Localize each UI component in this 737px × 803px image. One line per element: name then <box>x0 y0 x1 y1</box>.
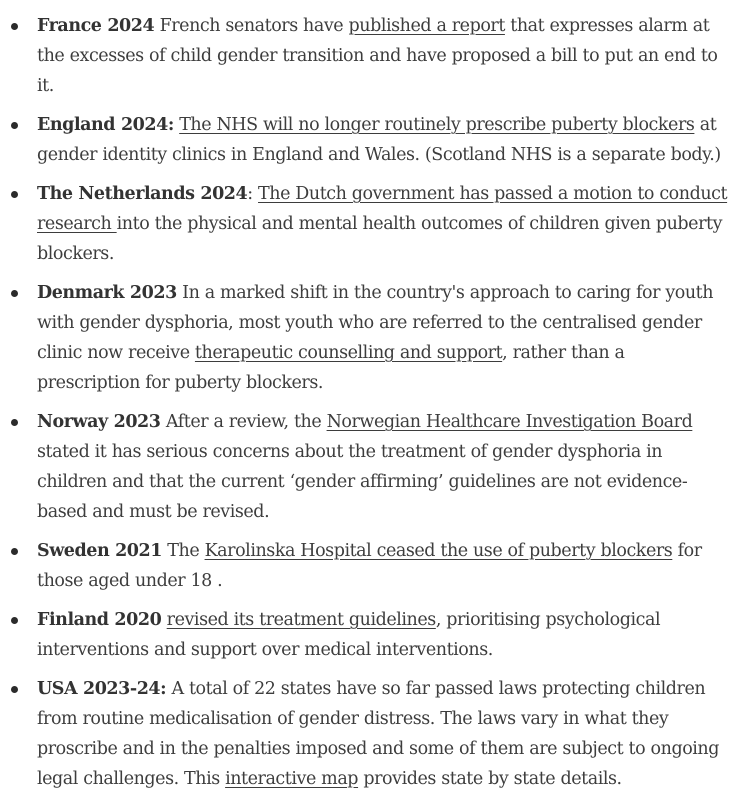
item-text: In a marked shift in the country's approach to caring for youth with gender dysphoria, most youth who are referred to the centralised gender clinic now receive <box>37 283 714 363</box>
bullet-icon <box>11 548 18 555</box>
list-item-finland <box>0 605 737 665</box>
item-heading: Finland 2020 <box>37 610 162 630</box>
item-text: at gender identity clinics in England and Wales. (Scotland NHS is a separate body.) <box>37 115 721 165</box>
item-text: : <box>247 184 259 204</box>
item-link[interactable]: published a report <box>348 16 505 36</box>
item-text: A total of 22 states have so far passed laws protecting children from routine medicalisation of gender distress. The laws vary in what they proscribe and in the penalties imposed and some of them are subject to ongoing legal challenges. This <box>37 679 720 789</box>
item-heading: Denmark 2023 <box>37 283 177 303</box>
item-link[interactable]: The NHS will no longer routinely prescribe puberty blockers <box>179 115 695 135</box>
item-heading: Norway 2023 <box>37 412 161 432</box>
item-text: After a review, the <box>160 412 327 432</box>
item-text: stated it has serious concerns about the treatment of gender dysphoria in children and that the current ‘gender affirming’ guidelines are not evidence-based and must be revised. <box>37 442 688 522</box>
item-heading: Sweden 2021 <box>37 541 162 561</box>
item-heading: The Netherlands 2024 <box>37 184 248 204</box>
bullet-icon <box>11 686 18 693</box>
item-link[interactable]: revised its treatment guidelines <box>166 610 436 630</box>
bullet-icon <box>11 191 18 198</box>
item-text: , rather than a prescription for puberty blockers. <box>37 343 625 393</box>
item-heading: France 2024 <box>37 16 155 36</box>
item-link[interactable]: Norwegian Healthcare Investigation Board <box>326 412 693 432</box>
bullet-icon <box>11 290 18 297</box>
item-heading: USA 2023-24: <box>37 679 167 699</box>
policy-news-list <box>0 11 737 803</box>
bullet-icon <box>11 23 18 30</box>
item-text: , prioritising psychological interventions and support over medical interventions. <box>37 610 661 660</box>
bullet-icon <box>11 419 18 426</box>
item-text: into the physical and mental health outcomes of children given puberty blockers. <box>37 214 723 264</box>
list-item-norway <box>0 407 737 527</box>
list-item-england <box>0 110 737 170</box>
item-text: provides state by state details. <box>358 769 622 789</box>
list-item-usa <box>0 674 737 794</box>
item-link[interactable]: Karolinska Hospital ceased the use of puberty blockers <box>204 541 673 561</box>
item-text: The <box>161 541 205 561</box>
list-item-sweden <box>0 536 737 596</box>
item-heading: England 2024: <box>37 115 174 135</box>
item-link[interactable]: The Dutch government has passed a motion to conduct research <box>37 184 728 234</box>
item-link[interactable]: therapeutic counselling and support <box>194 343 503 363</box>
item-text: French senators have <box>154 16 349 36</box>
item-link[interactable]: interactive map <box>225 769 359 789</box>
bullet-icon <box>11 122 18 129</box>
list-item-netherlands <box>0 179 737 269</box>
list-item-denmark <box>0 278 737 398</box>
item-text: that expresses alarm at the excesses of child gender transition and have proposed a bill to put an end to it. <box>37 16 718 96</box>
list-item-france <box>0 11 737 101</box>
bullet-icon <box>11 617 18 624</box>
item-text: for those aged under 18 . <box>37 541 702 591</box>
